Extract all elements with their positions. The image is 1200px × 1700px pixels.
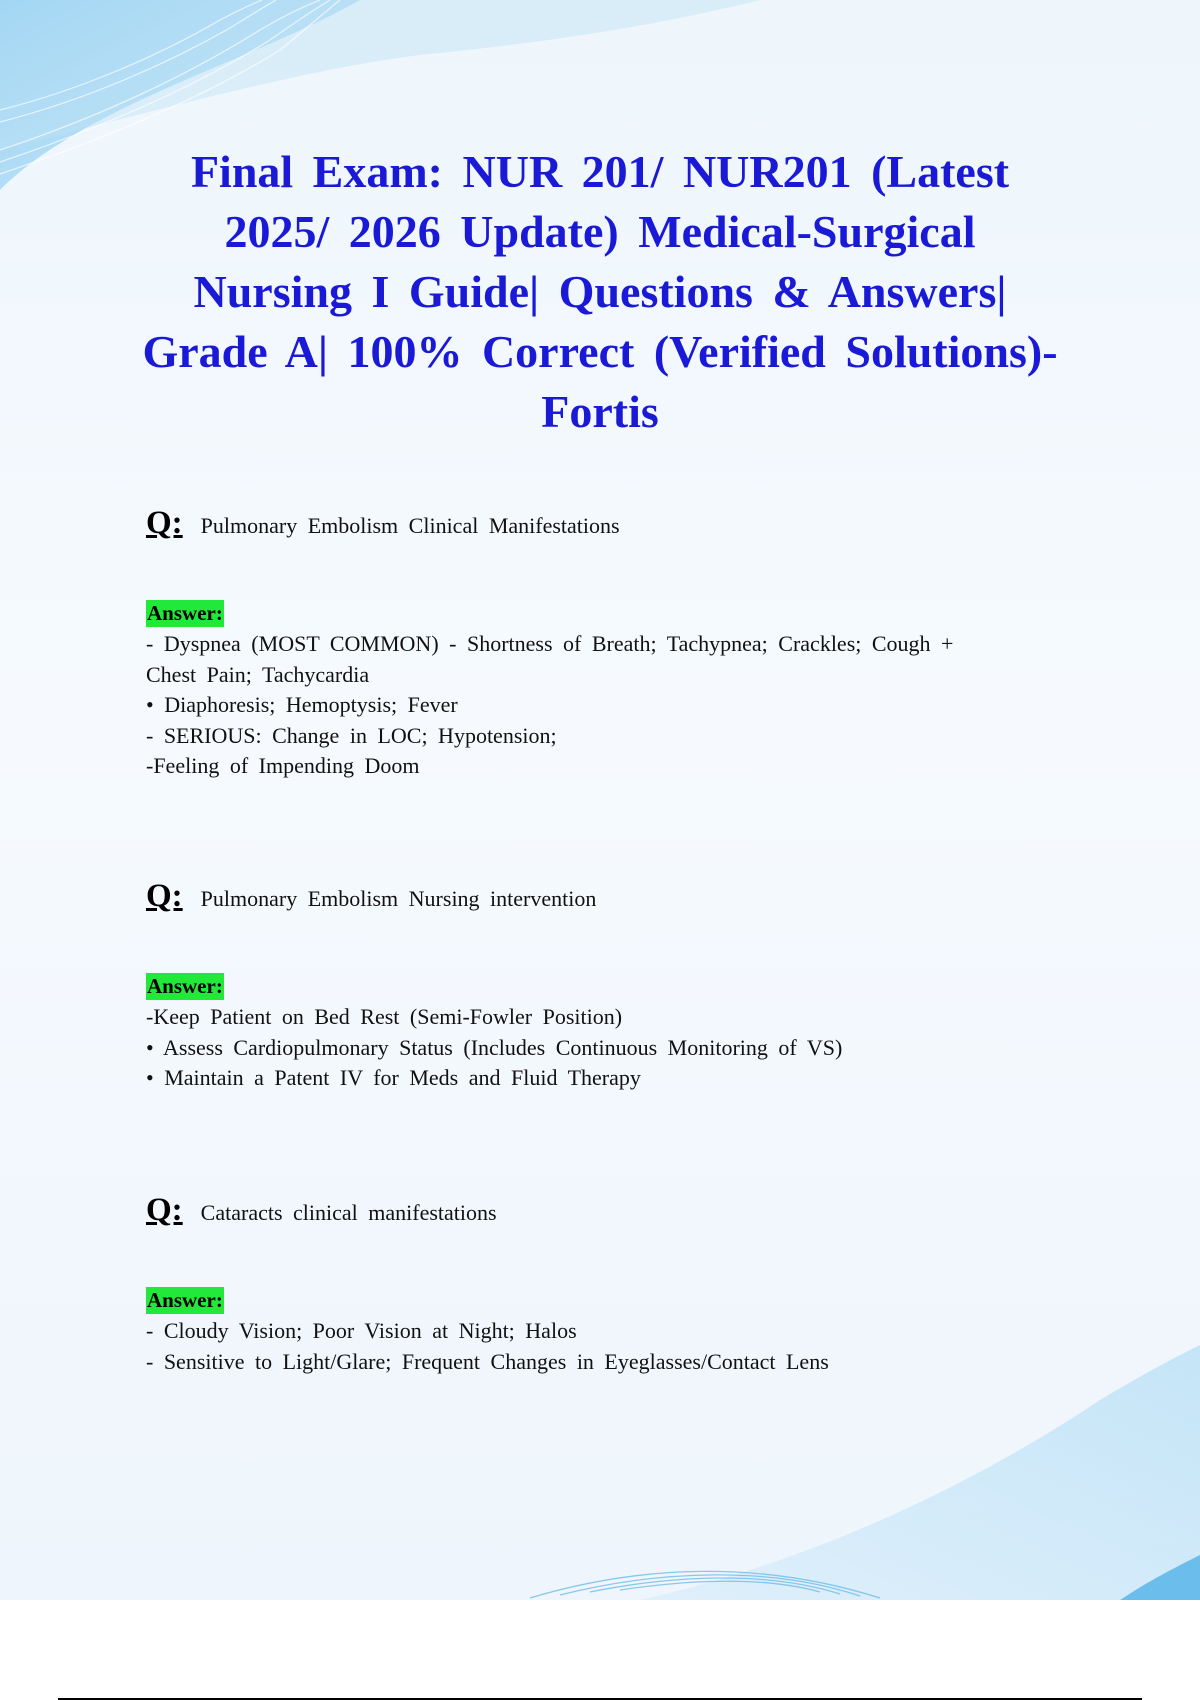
answer-line: • Diaphoresis; Hemoptysis; Fever xyxy=(146,692,458,717)
qa-item-1 xyxy=(146,505,1076,782)
answer-line: -Keep Patient on Bed Rest (Semi-Fowler Position) xyxy=(146,1004,623,1029)
answer-line: - Sensitive to Light/Glare; Frequent Changes in Eyeglasses/Contact Lens xyxy=(146,1348,829,1374)
document-title: Final Exam: NUR 201/ NUR201 (Latest 2025/ 2026 Update) Medical-Surgical Nursing I Guide| Questions & Answers| Grade A| 100% Correct (Verified Solutions)- Fortis xyxy=(142,146,1058,437)
answer-line: - SERIOUS: Change in LOC; Hypotension; xyxy=(146,722,557,748)
answer-line: - Cloudy Vision; Poor Vision at Night; Halos xyxy=(146,1318,577,1343)
question-row xyxy=(146,1192,1076,1229)
answer-line: • Assess Cardiopulmonary Status (Includes Continuous Monitoring of VS) xyxy=(146,1034,843,1060)
question-text: Pulmonary Embolism Clinical Manifestations xyxy=(200,513,620,538)
question-text: Cataracts clinical manifestations xyxy=(200,1200,497,1225)
answer-label: Answer: xyxy=(147,1288,223,1312)
answer-label: Answer: xyxy=(147,601,223,625)
answer-body xyxy=(146,1002,1076,1094)
qa-item-2 xyxy=(146,878,1076,1094)
question-label: Q: xyxy=(146,1192,183,1228)
question-row xyxy=(146,878,1076,915)
answer-label: Answer: xyxy=(147,974,223,998)
question-text: Pulmonary Embolism Nursing intervention xyxy=(200,886,597,911)
answer-body xyxy=(146,1316,1076,1377)
question-label: Q: xyxy=(146,505,183,541)
answer-line: - Dyspnea (MOST COMMON) - Shortness of Breath; Tachypnea; Crackles; Cough + xyxy=(146,631,954,656)
qa-item-3 xyxy=(146,1192,1076,1377)
question-row xyxy=(146,505,1076,542)
answer-line: -Feeling of Impending Doom xyxy=(146,753,420,778)
answer-line: Chest Pain; Tachycardia xyxy=(146,661,370,687)
answer-line: • Maintain a Patent IV for Meds and Fluid Therapy xyxy=(146,1065,641,1090)
question-label: Q: xyxy=(146,878,183,914)
answer-body xyxy=(146,629,1076,782)
